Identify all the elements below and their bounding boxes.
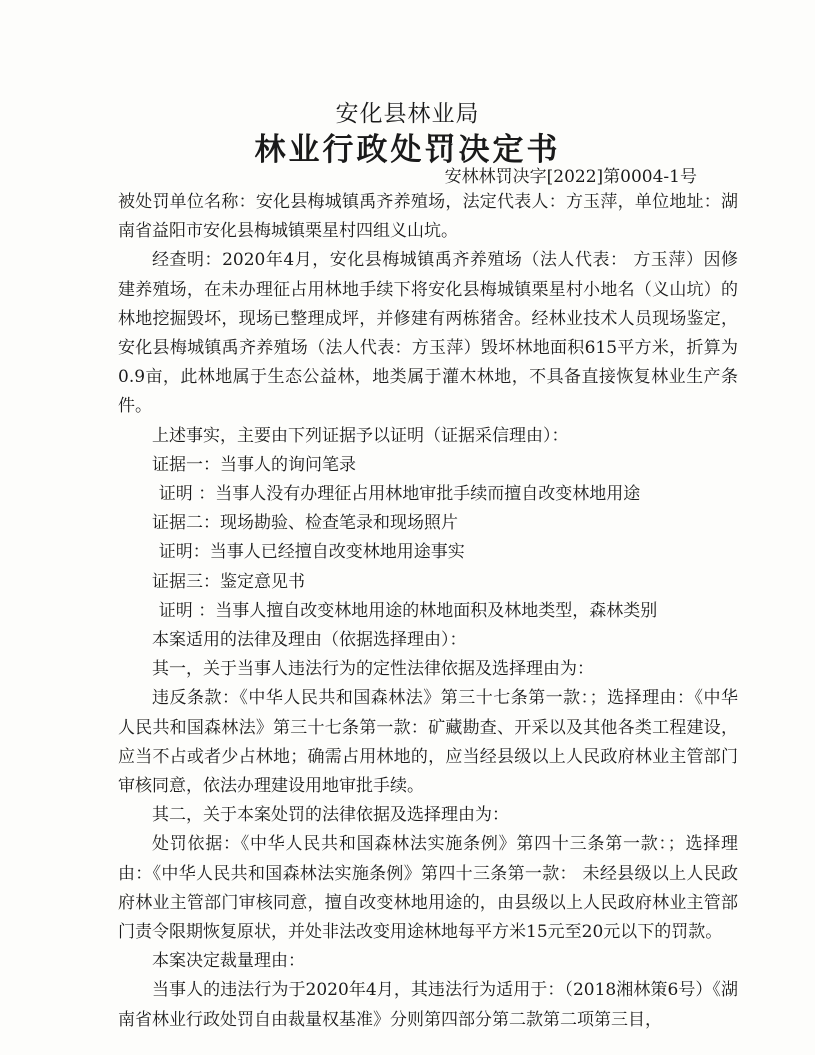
evidence-item-3: 证据三：鉴定意见书: [152, 571, 305, 592]
proof-item-1: 证明 ：当事人没有办理征占用林地审批手续而擅自改变林地用途: [158, 484, 641, 505]
evidence-intro: 上述事实，主要由下列证据予以证明（证据采信理由）：: [152, 425, 569, 446]
issuing-organization: 安化县林业局: [335, 101, 480, 127]
applicable-law-heading: 本案适用的法律及理由（依据选择理由）：: [152, 630, 467, 651]
law-basis-1-heading: 其一，关于当事人违法行为的定性法律依据及选择理由为：: [152, 659, 594, 680]
party-info-paragraph: 被处罚单位名称：安化县梅城镇禹齐养殖场，法定代表人：方玉萍，单位地址：湖南省益阳市安化县梅城镇栗星村四组义山坑。: [118, 192, 738, 242]
evidence-item-2: 证据二：现场勘验、检查笔录和现场照片: [152, 513, 458, 534]
document-body: [118, 188, 738, 1035]
proof-item-3: 证明 ：当事人擅自改变林地用途的林地面积及林地类型，森林类别: [158, 600, 658, 621]
findings-paragraph: 经查明：2020年4月，安化县梅城镇禹齐养殖场（法人代表： 方玉萍）因修建养殖场，在未办理征占用林地手续下将安化县梅城镇栗星村小地名（义山坑）的林地挖掘毁坏，现场已整理成坪，并修建有两栋猪舍。经林业技术人员现场鉴定，安化县梅城镇禹齐养殖场（法人代表：方玉萍）毁坏林地面积615平方米，折算为0.9亩，此林地属于生态公益林，地类属于灌木林地，不具备直接恢复林业生产条件。: [118, 250, 738, 417]
evidence-item-1: 证据一：当事人的询问笔录: [152, 454, 356, 475]
law-basis-2-paragraph: 处罚依据：《中华人民共和国森林法实施条例》第四十三条第一款：；选择理由：《中华人民共和国森林法实施条例》第四十三条第一款： 未经县级以上人民政府林业主管部门审核同意，擅自改变林地用途的，由县级以上人民政府林业主管部门责令限期恢复原状，并处非法改变用途林地每平方米15元至20元以下的罚款。: [118, 834, 738, 943]
discretion-paragraph: 当事人的违法行为于2020年4月，其违法行为适用于：（2018湘林策6号）《湖南省林业行政处罚自由裁量权基准》分则第四部分第二款第二项第三目，: [118, 980, 738, 1030]
law-basis-1-paragraph: 违反条款：《中华人民共和国森林法》第三十七条第一款：；选择理由：《中华人民共和国森林法》第三十七条第一款：矿藏勘查、开采以及其他各类工程建设，应当不占或者少占林地；确需占用林地的，应当经县级以上人民政府林业主管部门审核同意，依法办理建设用地审批手续。: [118, 688, 738, 797]
proof-item-2: 证明：当事人已经擅自改变林地用途事实: [158, 542, 465, 563]
law-basis-2-heading: 其二，关于本案处罚的法律依据及选择理由为：: [152, 805, 509, 826]
discretion-heading: 本案决定裁量理由：: [152, 951, 305, 972]
document-number: 安林林罚决字[2022]第0004-1号: [444, 167, 697, 187]
document-title: 林业行政处罚决定书: [254, 132, 561, 168]
